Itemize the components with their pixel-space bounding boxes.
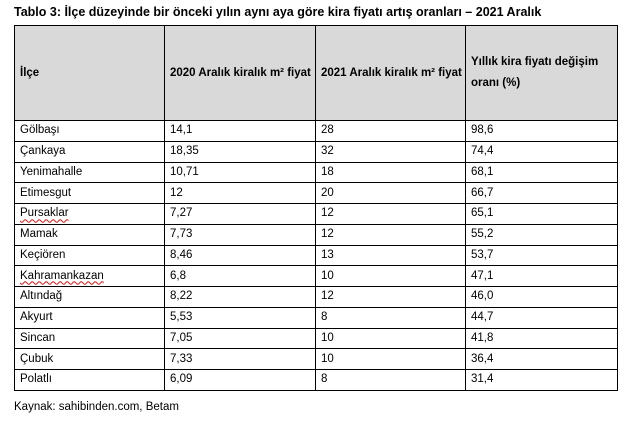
cell-price-2021: 18 <box>316 162 466 183</box>
cell-price-2020: 14,1 <box>165 121 316 142</box>
cell-price-2021: 8 <box>316 370 466 391</box>
cell-district <box>15 204 165 225</box>
cell-price-2020: 7,27 <box>165 204 316 225</box>
cell-district: Altındağ <box>15 287 165 308</box>
cell-price-2020: 7,33 <box>165 349 316 370</box>
header-price-2020: 2020 Aralık kiralık m² fiyat <box>165 26 316 121</box>
table-row <box>15 266 618 287</box>
cell-price-2021: 28 <box>316 121 466 142</box>
table-row <box>15 245 618 266</box>
cell-price-2021: 12 <box>316 224 466 245</box>
cell-district: Keçiören <box>15 245 165 266</box>
cell-change: 53,7 <box>466 245 618 266</box>
cell-price-2020: 8,46 <box>165 245 316 266</box>
cell-change: 47,1 <box>466 266 618 287</box>
cell-price-2020: 7,05 <box>165 328 316 349</box>
cell-change: 98,6 <box>466 121 618 142</box>
cell-change: 65,1 <box>466 204 618 225</box>
cell-price-2021: 32 <box>316 141 466 162</box>
table-row <box>15 328 618 349</box>
table-title: Tablo 3: İlçe düzeyinde bir önceki yılın aynı aya göre kira fiyatı artış oranları – 2021 Aralık <box>14 5 542 19</box>
cell-change: 31,4 <box>466 370 618 391</box>
table-row <box>15 307 618 328</box>
cell-price-2020: 7,73 <box>165 224 316 245</box>
cell-change: 66,7 <box>466 183 618 204</box>
table-row <box>15 224 618 245</box>
cell-change: 44,7 <box>466 307 618 328</box>
cell-price-2021: 10 <box>316 349 466 370</box>
cell-change: 55,2 <box>466 224 618 245</box>
cell-price-2020: 8,22 <box>165 287 316 308</box>
spellcheck-word: Kahramankazan <box>20 269 104 282</box>
cell-price-2021: 10 <box>316 328 466 349</box>
header-price-2021: 2021 Aralık kiralık m² fiyat <box>316 26 466 121</box>
cell-price-2021: 12 <box>316 204 466 225</box>
header-change: Yıllık kira fiyatı değişim oranı (%) <box>466 26 618 121</box>
table-row <box>15 370 618 391</box>
header-district: İlçe <box>15 26 165 121</box>
cell-district: Akyurt <box>15 307 165 328</box>
cell-price-2021: 10 <box>316 266 466 287</box>
cell-price-2020: 18,35 <box>165 141 316 162</box>
rent-increase-table <box>14 25 618 391</box>
cell-price-2021: 8 <box>316 307 466 328</box>
cell-change: 74,4 <box>466 141 618 162</box>
cell-district: Sincan <box>15 328 165 349</box>
cell-district: Gölbaşı <box>15 121 165 142</box>
cell-district: Yenimahalle <box>15 162 165 183</box>
cell-district: Mamak <box>15 224 165 245</box>
cell-district: Çubuk <box>15 349 165 370</box>
table-header-row <box>15 26 618 121</box>
cell-district: Polatlı <box>15 370 165 391</box>
cell-change: 41,8 <box>466 328 618 349</box>
cell-change: 68,1 <box>466 162 618 183</box>
cell-price-2020: 10,71 <box>165 162 316 183</box>
source-caption: Kaynak: sahibinden.com, Betam <box>14 401 179 413</box>
cell-price-2020: 5,53 <box>165 307 316 328</box>
cell-price-2020: 6,8 <box>165 266 316 287</box>
cell-district: Çankaya <box>15 141 165 162</box>
cell-price-2021: 12 <box>316 287 466 308</box>
cell-change: 36,4 <box>466 349 618 370</box>
cell-district: Etimesgut <box>15 183 165 204</box>
cell-price-2021: 20 <box>316 183 466 204</box>
table-row <box>15 162 618 183</box>
cell-district <box>15 266 165 287</box>
spellcheck-word: Pursaklar <box>20 207 69 220</box>
table-row <box>15 183 618 204</box>
table-row <box>15 287 618 308</box>
cell-price-2021: 13 <box>316 245 466 266</box>
table-row <box>15 349 618 370</box>
cell-price-2020: 6,09 <box>165 370 316 391</box>
table-row <box>15 204 618 225</box>
cell-change: 46,0 <box>466 287 618 308</box>
cell-price-2020: 12 <box>165 183 316 204</box>
table-row <box>15 141 618 162</box>
table-row <box>15 121 618 142</box>
